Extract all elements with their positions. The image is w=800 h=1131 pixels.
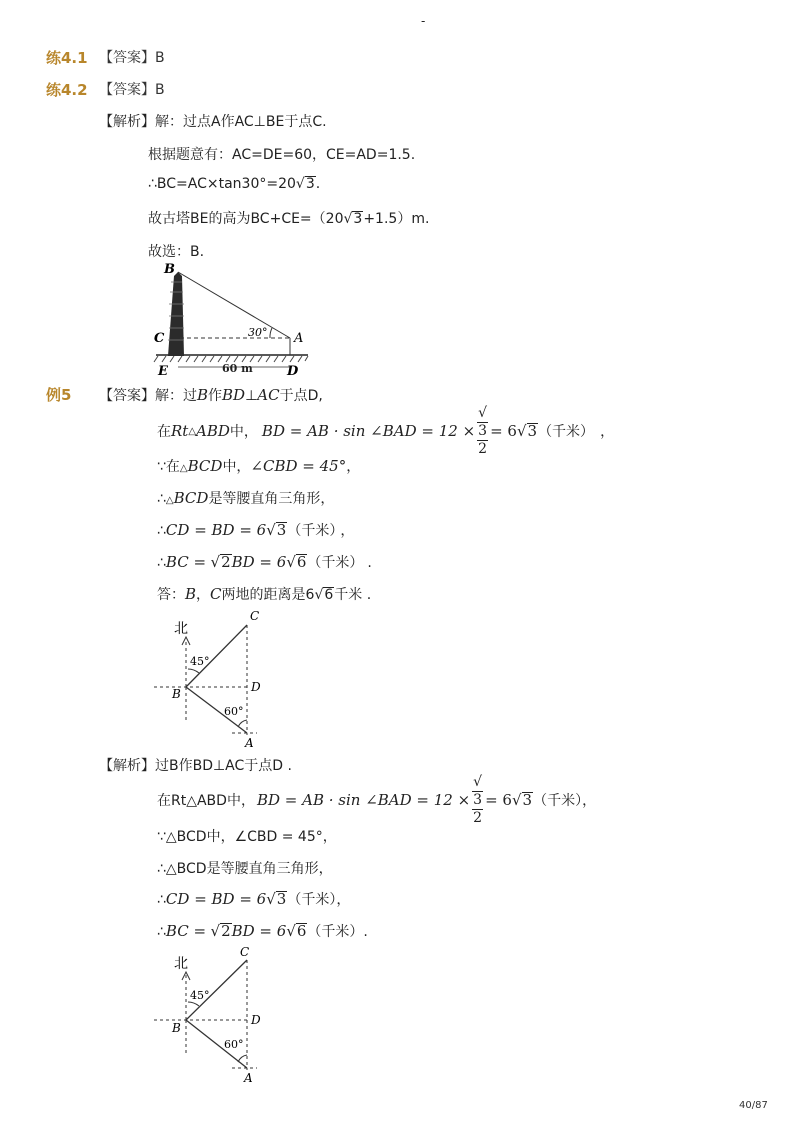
math-formula: CD = BD = 6 bbox=[165, 890, 267, 908]
solution-text: 解：过点A作AC⊥BE于点C. bbox=[155, 114, 327, 130]
fraction-numerator: √ 3 bbox=[473, 773, 483, 808]
sqrt-radicand: 2 bbox=[221, 553, 231, 571]
solution-text: 中， bbox=[229, 424, 258, 440]
sqrt-radicand: 3 bbox=[478, 422, 488, 439]
angle-label-60: 60° bbox=[224, 705, 244, 718]
angle-label-45: 45° bbox=[190, 655, 210, 668]
solution-line: 根据题意有：AC=DE=60，CE=AD=1.5. bbox=[148, 147, 416, 163]
solution-text: ∴ bbox=[157, 924, 166, 940]
exercise-label-4-2: 练4.2 bbox=[46, 81, 88, 99]
angle-label-60: 60° bbox=[224, 1038, 244, 1051]
point-label-e: E bbox=[158, 364, 168, 379]
solution-text: 过B作BD⊥AC于点D . bbox=[155, 758, 292, 774]
perp-symbol: ⊥ bbox=[245, 388, 258, 404]
solution-text: . bbox=[315, 176, 321, 192]
math-var: C bbox=[210, 585, 222, 603]
point-label-b: B bbox=[172, 687, 181, 701]
distance-label: 60 m bbox=[222, 362, 253, 375]
point-label-b: B bbox=[172, 1021, 181, 1035]
point-label-d: D bbox=[287, 364, 299, 379]
north-label: 北 bbox=[174, 956, 188, 972]
answer-tag-text: 【答案】 bbox=[99, 50, 155, 66]
solution-line: ∴BC = √2BD = 6√6（千米） . bbox=[157, 553, 372, 571]
math-var: BD bbox=[222, 386, 246, 404]
sqrt-radicand: 2 bbox=[221, 922, 231, 940]
solution-text: +1.5）m. bbox=[363, 211, 430, 227]
math-var: ABD bbox=[196, 422, 230, 440]
solution-line: 故选：B. bbox=[148, 244, 205, 260]
solution-text: ∵在 bbox=[157, 459, 180, 475]
fraction-numerator: √ 3 bbox=[478, 404, 488, 439]
example-label-5: 例5 bbox=[46, 386, 72, 404]
solution-text: ∴ bbox=[157, 892, 166, 908]
math-var: Rt bbox=[171, 422, 189, 440]
tower-figure bbox=[150, 262, 315, 380]
punctuation: ， bbox=[196, 587, 211, 603]
answer-tag: 【答案】 bbox=[99, 388, 155, 404]
sqrt-radicand: 6 bbox=[296, 922, 307, 940]
math-formula: = 6 bbox=[490, 422, 517, 440]
point-label-c: C bbox=[240, 945, 250, 959]
answer-value: B bbox=[155, 50, 165, 66]
tower-shape bbox=[168, 272, 184, 356]
math-formula: ∠CBD = 45° bbox=[250, 457, 347, 475]
triangle-symbol: △ bbox=[165, 495, 174, 506]
unit-text: （千米）， bbox=[287, 892, 351, 908]
bearing-figure-1 bbox=[152, 605, 272, 750]
solution-line: ∴△BCD是等腰直角三角形， bbox=[157, 861, 333, 877]
point-label-c: C bbox=[250, 609, 260, 623]
solution-text: ∴ bbox=[157, 523, 166, 539]
answer-tag-text: 【答案】 bbox=[99, 82, 155, 98]
punctuation: ， bbox=[346, 459, 361, 475]
math-formula: BD = AB · sin ∠BAD = 12 × bbox=[256, 791, 471, 809]
unit-text: （千米） bbox=[538, 424, 595, 440]
unit-text: （千米）， bbox=[533, 793, 597, 809]
unit-text: （千米）. bbox=[307, 924, 368, 940]
point-label-c: C bbox=[154, 331, 165, 346]
answer-tag bbox=[99, 79, 165, 99]
analysis-tag: 【解析】 bbox=[99, 114, 155, 130]
top-mark: - bbox=[421, 14, 426, 28]
solution-line: ∴CD = BD = 6√3（千米） ， bbox=[157, 521, 355, 539]
fraction bbox=[477, 405, 488, 458]
math-var: B bbox=[197, 386, 209, 404]
solution-text: ∴BC=AC×tan30°=20 bbox=[148, 176, 296, 192]
fraction-denominator: 2 bbox=[478, 440, 488, 457]
fraction bbox=[472, 774, 483, 827]
angle-label-45: 45° bbox=[190, 989, 210, 1002]
point-label-a: A bbox=[244, 1071, 253, 1085]
bearing-figure-2 bbox=[152, 942, 272, 1087]
analysis-tag: 【解析】 bbox=[99, 758, 155, 774]
solution-text: 在Rt△ABD中， bbox=[157, 793, 255, 809]
unit-text: （千米） bbox=[307, 555, 364, 571]
math-formula: BC = bbox=[165, 553, 207, 571]
triangle-symbol: △ bbox=[188, 425, 197, 437]
math-var: B bbox=[185, 585, 197, 603]
page-number: 40/87 bbox=[739, 1100, 768, 1111]
sqrt-radicand: 3 bbox=[305, 176, 315, 192]
sqrt-radicand: 6 bbox=[324, 587, 334, 603]
point-label-a: A bbox=[245, 736, 254, 750]
punctuation: . bbox=[367, 555, 372, 571]
solution-line: 在Rt△ABD中， BD = AB · sin ∠BAD = 12 × √ 3 2 = 6 √ 3 （千米）， bbox=[157, 773, 597, 826]
answer-line bbox=[99, 385, 323, 405]
solution-text: 千米 . bbox=[334, 587, 372, 603]
point-label-d: D bbox=[251, 680, 261, 694]
solution-text: 于点D, bbox=[279, 388, 323, 404]
solution-line: ∴CD = BD = 6√3（千米）， bbox=[157, 890, 351, 908]
solution-line bbox=[157, 456, 360, 476]
sqrt-radicand: 3 bbox=[276, 521, 287, 539]
solution-text: ∴ bbox=[157, 491, 166, 507]
math-formula: BD = 6 bbox=[231, 553, 287, 571]
solution-text: 两地的距离是6 bbox=[221, 587, 315, 603]
solution-text: 答： bbox=[157, 587, 185, 603]
north-label: 北 bbox=[174, 621, 188, 637]
answer-value: B bbox=[155, 82, 165, 98]
solution-line: ∴BC=AC×tan30°=20√3. bbox=[148, 176, 321, 192]
point-label-b: B bbox=[164, 262, 175, 277]
math-formula: BD = AB · sin ∠BAD = 12 × bbox=[261, 422, 476, 440]
math-formula: BC = bbox=[165, 922, 207, 940]
point-label-a: A bbox=[294, 331, 304, 346]
answer-tag bbox=[99, 47, 165, 67]
math-formula: CD = BD = 6 bbox=[165, 521, 267, 539]
unit-text: （千米） bbox=[287, 523, 337, 539]
solution-text: 解：过 bbox=[155, 388, 197, 404]
sqrt-radicand: 3 bbox=[522, 790, 533, 809]
sqrt-radicand: 3 bbox=[276, 890, 287, 908]
solution-line: 故古塔BE的高为BC+CE=（20√3+1.5）m. bbox=[148, 211, 430, 227]
solution-line bbox=[157, 488, 334, 508]
analysis-line bbox=[99, 755, 292, 775]
punctuation: ， bbox=[600, 424, 615, 440]
solution-line: ∵△BCD中，∠CBD = 45°， bbox=[157, 829, 337, 845]
sqrt-radicand: 3 bbox=[527, 421, 538, 440]
sqrt-radicand: 3 bbox=[473, 791, 483, 808]
solution-text: 中， bbox=[222, 459, 251, 475]
exercise-label-4-1: 练4.1 bbox=[46, 49, 88, 67]
math-var: AC bbox=[257, 386, 280, 404]
sqrt-radicand: 3 bbox=[353, 211, 363, 227]
solution-text: ∴ bbox=[157, 555, 166, 571]
triangle-symbol: △ bbox=[179, 463, 188, 474]
math-formula: = 6 bbox=[485, 791, 512, 809]
point-label-d: D bbox=[251, 1013, 261, 1027]
fraction-denominator: 2 bbox=[473, 809, 483, 826]
angle-label: 30° bbox=[248, 326, 268, 339]
analysis-line bbox=[99, 111, 327, 131]
math-var: BCD bbox=[173, 489, 209, 507]
sqrt-radicand: 6 bbox=[296, 553, 307, 571]
math-var: BCD bbox=[187, 457, 223, 475]
punctuation: ， bbox=[340, 523, 355, 539]
solution-text: 是等腰直角三角形， bbox=[208, 491, 335, 507]
solution-line: 在 Rt △ ABD 中， BD = AB · sin ∠BAD = 12 × √ 3 2 = 6 √ 3 （千米） ， bbox=[157, 404, 615, 457]
solution-line: 答：B，C两地的距离是6√6千米 . bbox=[157, 585, 372, 603]
solution-text: 故古塔BE的高为BC+CE=（20 bbox=[148, 211, 344, 227]
solution-text: 在 bbox=[157, 424, 171, 440]
solution-line: ∴BC = √2BD = 6√6（千米）. bbox=[157, 922, 368, 940]
math-formula: BD = 6 bbox=[231, 922, 287, 940]
solution-text: 作 bbox=[208, 388, 223, 404]
